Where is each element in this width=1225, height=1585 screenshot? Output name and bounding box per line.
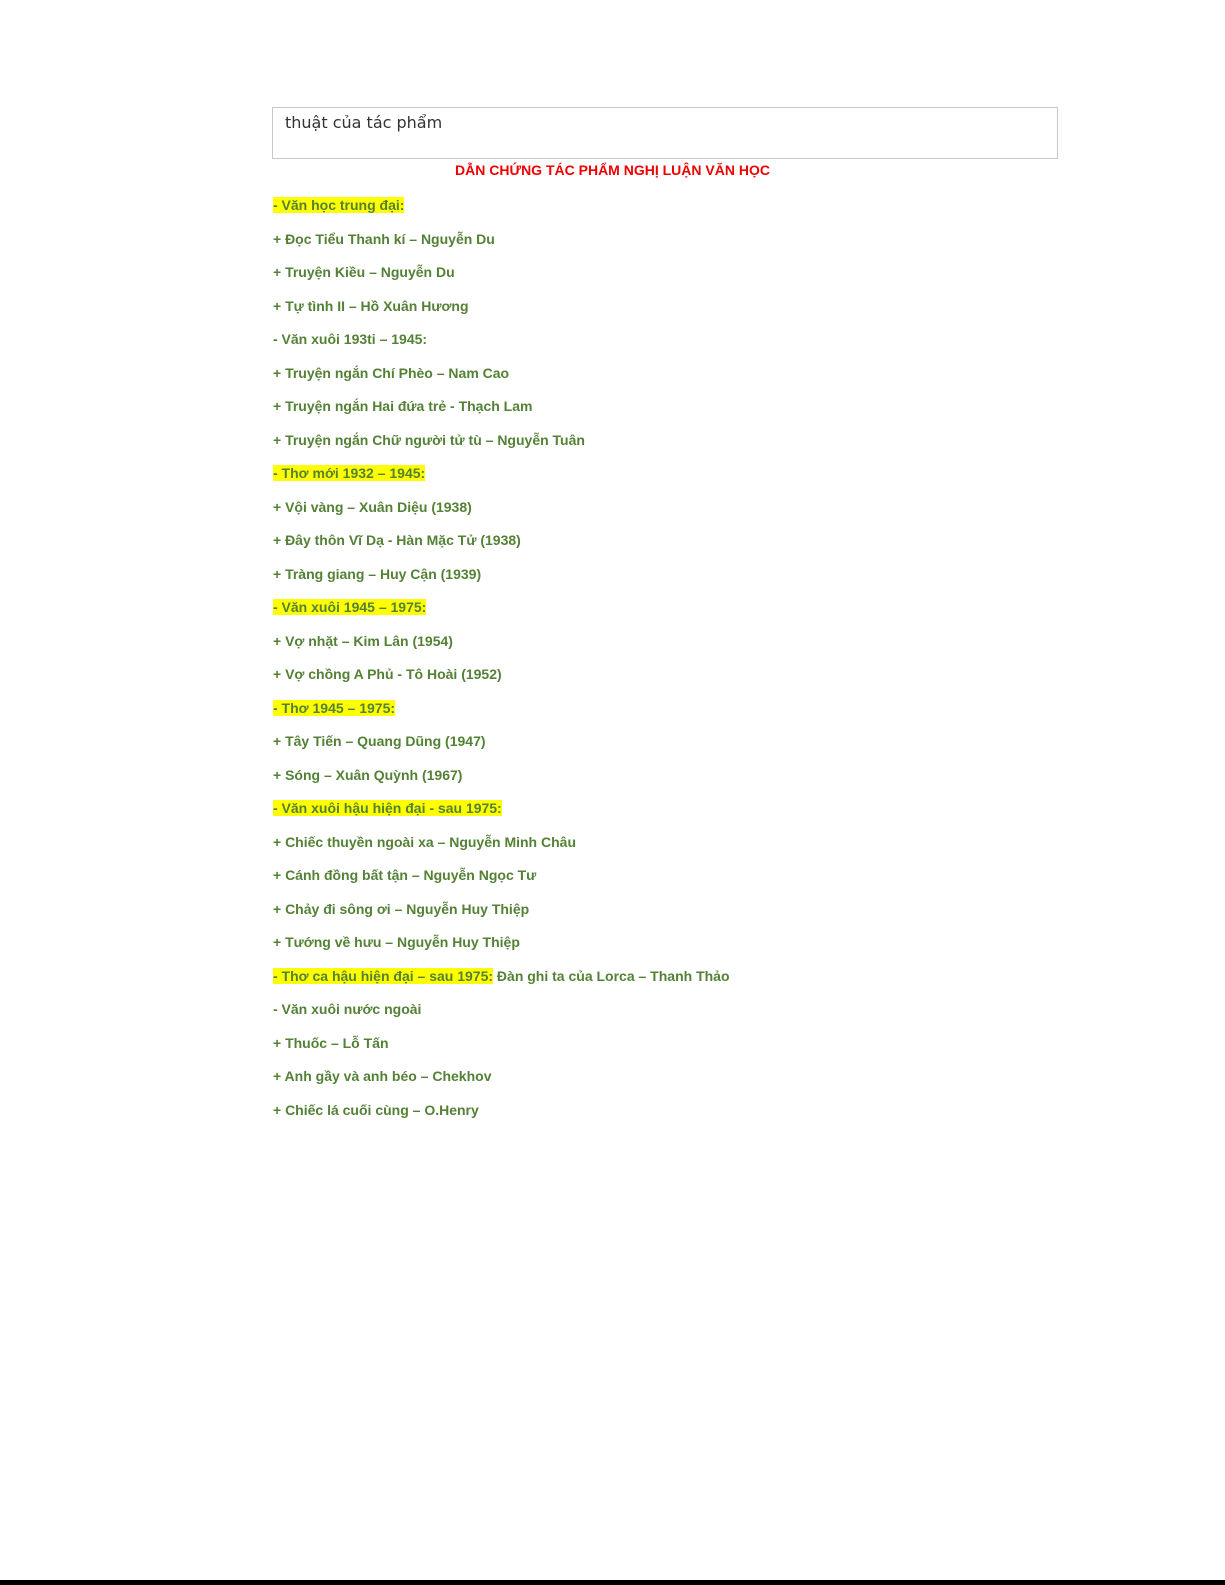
list-item bbox=[273, 1101, 479, 1119]
list-item bbox=[273, 297, 469, 315]
list-item-text: + Tây Tiến – Quang Dũng (1947) bbox=[273, 733, 486, 749]
list-item-text: + Vợ chồng A Phủ - Tô Hoài (1952) bbox=[273, 666, 502, 682]
table-cell-box bbox=[272, 107, 1058, 159]
list-item bbox=[273, 565, 481, 583]
section-heading-text: - Văn xuôi 1945 – 1975: bbox=[273, 599, 427, 615]
list-item-text: + Sóng – Xuân Quỳnh (1967) bbox=[273, 766, 463, 783]
list-item bbox=[273, 933, 520, 951]
list-item-text: - Văn xuôi nước ngoài bbox=[273, 1001, 422, 1017]
list-item-text: + Truyện ngắn Chữ người tử tù – Nguyễn Tuân bbox=[273, 431, 585, 448]
section-heading bbox=[273, 464, 425, 482]
list-item-text: + Vợ nhặt – Kim Lân (1954) bbox=[273, 632, 453, 649]
list-item bbox=[273, 866, 536, 884]
list-item-text: + Truyện ngắn Hai đứa trẻ - Thạch Lam bbox=[273, 398, 533, 414]
section-heading bbox=[273, 196, 404, 214]
list-item-text: + Cánh đồng bất tận – Nguyễn Ngọc Tư bbox=[273, 867, 537, 883]
list-item bbox=[273, 263, 455, 281]
list-item-text: + Tướng về hưu – Nguyễn Huy Thiệp bbox=[273, 934, 520, 950]
list-item-text: + Tự tình II – Hồ Xuân Hương bbox=[273, 297, 469, 314]
document-title-text: DẪN CHỨNG TÁC PHẨM NGHỊ LUẬN VĂN HỌC bbox=[455, 162, 770, 178]
list-item bbox=[273, 1000, 421, 1018]
list-item bbox=[273, 397, 532, 415]
list-item-text: + Chiếc thuyền ngoài xa – Nguyễn Minh Châu bbox=[273, 833, 576, 850]
section-heading bbox=[273, 967, 730, 985]
document-title bbox=[0, 162, 1225, 178]
list-item-text: + Chảy đi sông ơi – Nguyễn Huy Thiệp bbox=[273, 900, 530, 917]
section-heading-text: - Văn xuôi hậu hiện đại - sau 1975: bbox=[273, 800, 502, 816]
list-item bbox=[273, 632, 453, 650]
list-item bbox=[273, 230, 495, 248]
list-item-text: + Thuốc – Lỗ Tấn bbox=[273, 1034, 389, 1051]
section-heading-text: - Văn học trung đại: bbox=[273, 197, 405, 213]
list-item bbox=[273, 531, 521, 549]
list-item bbox=[273, 665, 502, 683]
section-heading bbox=[273, 598, 426, 616]
list-item bbox=[273, 766, 462, 784]
section-heading-text: - Thơ 1945 – 1975: bbox=[273, 699, 396, 716]
list-item-text: + Tràng giang – Huy Cận (1939) bbox=[273, 565, 482, 582]
list-item bbox=[273, 364, 509, 382]
section-heading bbox=[273, 799, 502, 817]
page-bottom-edge bbox=[0, 1580, 1225, 1585]
table-cell-text: thuật của tác phẩm bbox=[285, 113, 443, 132]
list-item-text: + Chiếc lá cuối cùng – O.Henry bbox=[273, 1101, 479, 1118]
list-item-text: + Truyện Kiều – Nguyễn Du bbox=[273, 264, 455, 280]
list-item bbox=[273, 1067, 491, 1085]
list-item bbox=[273, 431, 585, 449]
list-item bbox=[273, 498, 472, 516]
list-item-text: + Đây thôn Vĩ Dạ - Hàn Mặc Tử (1938) bbox=[273, 532, 521, 548]
list-item-text: - Văn xuôi 193ti – 1945: bbox=[273, 331, 428, 347]
list-item bbox=[273, 833, 576, 851]
list-item bbox=[273, 330, 427, 348]
section-heading-text: - Thơ ca hậu hiện đại – sau 1975: bbox=[273, 967, 494, 984]
inline-example-text: Đàn ghi ta của Lorca – Thanh Thảo bbox=[493, 967, 730, 984]
list-item bbox=[273, 900, 529, 918]
list-item-text: + Vội vàng – Xuân Diệu (1938) bbox=[273, 498, 472, 515]
list-item-text: + Anh gầy và anh béo – Chekhov bbox=[273, 1068, 492, 1084]
list-item-text: + Truyện ngắn Chí Phèo – Nam Cao bbox=[273, 364, 510, 381]
list-item bbox=[273, 1034, 389, 1052]
section-heading-text: - Thơ mới 1932 – 1945: bbox=[273, 465, 426, 481]
list-item bbox=[273, 732, 486, 750]
section-heading bbox=[273, 699, 395, 717]
list-item-text: + Đọc Tiểu Thanh kí – Nguyễn Du bbox=[273, 230, 495, 247]
